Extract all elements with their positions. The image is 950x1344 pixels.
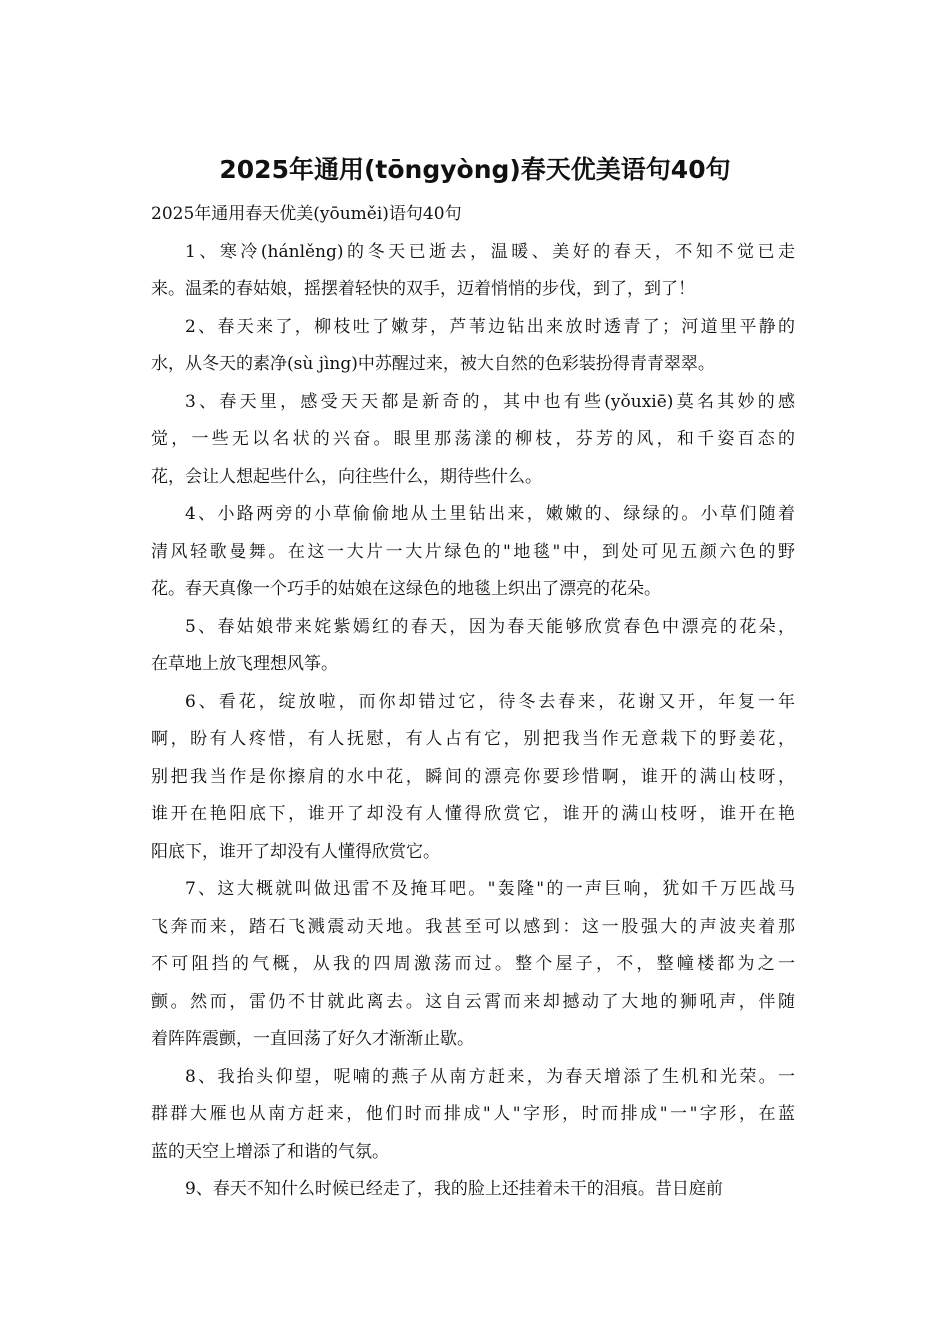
paragraph-line: 花。春天真像一个巧手的姑娘在这绿色的地毯上织出了漂亮的花朵。 — [151, 579, 661, 599]
paragraph — [151, 1171, 795, 1209]
paragraph — [151, 609, 795, 684]
paragraph-line: 水，从冬天的素净(sù jìng)中苏醒过来，被大自然的色彩装扮得青青翠翠。 — [151, 354, 715, 374]
paragraph — [151, 871, 795, 1059]
paragraph-line: 6、看花，绽放啦，而你却错过它，待冬去春来，花谢又开，年复一年 — [185, 691, 795, 712]
document-subtitle: 2025年通用春天优美(yōuměi)语句40句 — [151, 204, 462, 224]
paragraph-line: 谁开在艳阳底下，谁开了却没有人懂得欣赏它，谁开的满山枝呀，谁开在艳 — [151, 804, 795, 824]
paragraph-line: 群群大雁也从南方赶来，他们时而排成"人"字形，时而排成"一"字形，在蓝 — [151, 1104, 795, 1124]
paragraph-line: 清风轻歌曼舞。在这一大片一大片绿色的"地毯"中，到处可见五颜六色的野 — [151, 541, 795, 562]
paragraph — [151, 496, 795, 609]
paragraph-line: 来。温柔的春姑娘，摇摆着轻快的双手，迈着悄悄的步伐，到了，到了！ — [151, 279, 695, 299]
paragraph-line: 颤。然而，雷仍不甘就此离去。这自云霄而来却撼动了大地的狮吼声，伴随 — [151, 991, 795, 1012]
paragraph-line: 5、春姑娘带来姹紫嫣红的春天，因为春天能够欣赏春色中漂亮的花朵， — [185, 616, 795, 637]
paragraph-line: 别把我当作是你擦肩的水中花，瞬间的漂亮你要珍惜啊，谁开的满山枝呀， — [151, 766, 795, 787]
paragraph-line: 7、这大概就叫做迅雷不及掩耳吧。"轰隆"的一声巨响，犹如千万匹战马 — [185, 879, 795, 899]
paragraph-line: 觉，一些无以名状的兴奋。眼里那荡漾的柳枝，芬芳的风，和千姿百态的 — [151, 429, 795, 449]
paragraph — [151, 384, 795, 497]
document-title: 2025年通用(tōngyòng)春天优美语句40句 — [219, 155, 731, 184]
paragraph-line: 蓝的天空上增添了和谐的气氛。 — [151, 1141, 389, 1162]
paragraph-line: 4、小路两旁的小草偷偷地从土里钻出来，嫩嫩的、绿绿的。小草们随着 — [185, 504, 795, 524]
paragraph-line: 着阵阵震颤，一直回荡了好久才渐渐止歇。 — [151, 1029, 474, 1049]
paragraph-line: 2、春天来了，柳枝吐了嫩芽，芦苇边钻出来放时透青了；河道里平静的 — [185, 316, 795, 337]
paragraph — [151, 684, 795, 872]
paragraph-line: 飞奔而来，踏石飞溅震动天地。我甚至可以感到：这一股强大的声波夹着那 — [151, 916, 795, 937]
paragraph-line: 9、春天不知什么时候已经走了，我的脸上还挂着未干的泪痕。昔日庭前 — [185, 1179, 723, 1199]
document-body — [151, 196, 795, 1209]
paragraph-line: 花，会让人想起些什么，向往些什么，期待些什么。 — [151, 466, 542, 487]
paragraph-line: 在草地上放飞理想风筝。 — [151, 654, 338, 674]
paragraph — [151, 234, 795, 309]
paragraph-line: 8、我抬头仰望，呢喃的燕子从南方赶来，为春天增添了生机和光荣。一 — [185, 1066, 795, 1087]
paragraph-line: 啊，盼有人疼惜，有人抚慰，有人占有它，别把我当作无意栽下的野姜花， — [151, 729, 795, 749]
paragraph-line: 1、寒冷(hánlěng)的冬天已逝去，温暖、美好的春天，不知不觉已走 — [185, 241, 795, 262]
paragraph — [151, 309, 795, 384]
paragraph — [151, 1059, 795, 1172]
paragraph-line: 阳底下，谁开了却没有人懂得欣赏它。 — [151, 841, 440, 862]
paragraph-line: 3、春天里，感受天天都是新奇的，其中也有些(yǒuxiē)莫名其妙的感 — [185, 391, 795, 412]
paragraph-line: 不可阻挡的气概，从我的四周激荡而过。整个屋子，不，整幢楼都为之一 — [151, 954, 795, 974]
